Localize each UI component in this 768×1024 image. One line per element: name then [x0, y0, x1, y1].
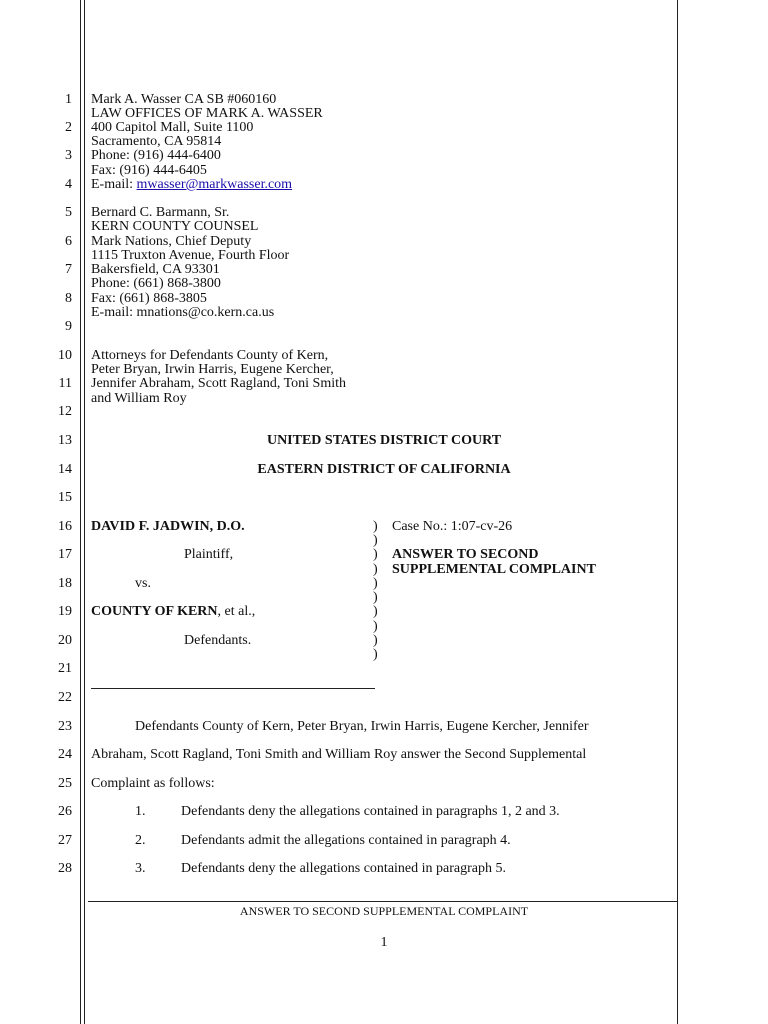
defendant-suffix: , et al., [217, 604, 256, 619]
caption-paren: ) [373, 647, 378, 662]
attorneys-for-line: Peter Bryan, Irwin Harris, Eugene Kercher, [91, 362, 334, 377]
caption-paren: ) [373, 533, 378, 548]
page-number: 1 [380, 935, 388, 950]
line-number: 3 [65, 148, 72, 163]
line-number: 6 [65, 234, 72, 249]
line-number: 20 [58, 633, 72, 648]
line-number: 14 [58, 462, 72, 477]
line-number: 8 [65, 291, 72, 306]
answer-item-text: Defendants deny the allegations contained in paragraphs 1, 2 and 3. [181, 804, 560, 819]
versus: vs. [135, 576, 151, 591]
attorneys-for-line: Jennifer Abraham, Scott Ragland, Toni Smith [91, 376, 347, 391]
firm-fax: Fax: (916) 444-6405 [91, 163, 207, 178]
court-name: UNITED STATES DISTRICT COURT [266, 433, 502, 448]
defendant-name: COUNTY OF KERN [91, 604, 218, 619]
caption-underline [91, 688, 375, 689]
left-margin-rule-outer [80, 0, 81, 1024]
line-number: 18 [58, 576, 72, 591]
right-margin-rule [677, 0, 678, 1024]
case-number: Case No.: 1:07-cv-26 [392, 519, 513, 534]
line-number: 10 [58, 348, 72, 363]
line-number: 17 [58, 547, 72, 562]
caption-paren: ) [373, 619, 378, 634]
firm-email-line [91, 178, 292, 192]
county-phone: Phone: (661) 868-3800 [91, 276, 221, 291]
document-title-line2: SUPPLEMENTAL COMPLAINT [392, 562, 596, 577]
line-number: 13 [58, 433, 72, 448]
answer-item-text: Defendants admit the allegations contained in paragraph 4. [181, 833, 511, 848]
attorney-name: Mark A. Wasser CA SB #060160 [91, 92, 277, 107]
line-number: 4 [65, 177, 72, 192]
chief-deputy: Mark Nations, Chief Deputy [91, 234, 252, 249]
answer-item-text: Defendants deny the allegations contained in paragraph 5. [181, 861, 506, 876]
defendant-line [91, 605, 255, 619]
intro-line: Abraham, Scott Ragland, Toni Smith and William Roy answer the Second Supplemental [91, 747, 587, 762]
plaintiff-label: Plaintiff, [184, 547, 234, 562]
firm-city: Sacramento, CA 95814 [91, 134, 222, 149]
left-margin-rule-inner [84, 0, 85, 1024]
county-email: E-mail: mnations@co.kern.ca.us [91, 305, 275, 320]
county-counsel-name: Bernard C. Barmann, Sr. [91, 205, 230, 220]
intro-line: Complaint as follows: [91, 776, 215, 791]
line-number: 11 [58, 376, 72, 391]
line-number: 19 [58, 604, 72, 619]
line-number: 21 [58, 661, 72, 676]
firm-name: LAW OFFICES OF MARK A. WASSER [91, 106, 323, 121]
footer-rule [88, 901, 678, 902]
attorneys-for-line: Attorneys for Defendants County of Kern, [91, 348, 329, 363]
line-number: 24 [58, 747, 72, 762]
line-number: 28 [58, 861, 72, 876]
caption-paren: ) [373, 590, 378, 605]
line-number: 1 [65, 92, 72, 107]
line-number: 12 [58, 404, 72, 419]
line-number: 2 [65, 120, 72, 135]
line-number: 25 [58, 776, 72, 791]
line-number: 9 [65, 319, 72, 334]
county-fax: Fax: (661) 868-3805 [91, 291, 207, 306]
county-counsel-office: KERN COUNTY COUNSEL [91, 219, 259, 234]
answer-item-number: 1. [135, 804, 146, 819]
intro-line: Defendants County of Kern, Peter Bryan, Irwin Harris, Eugene Kercher, Jennifer [135, 719, 589, 734]
footer-title: ANSWER TO SECOND SUPPLEMENTAL COMPLAINT [239, 904, 529, 918]
line-number: 7 [65, 262, 72, 277]
line-number: 15 [58, 490, 72, 505]
document-title-line1: ANSWER TO SECOND [392, 547, 539, 562]
answer-item-number: 3. [135, 861, 146, 876]
caption-paren: ) [373, 562, 378, 577]
firm-phone: Phone: (916) 444-6400 [91, 148, 221, 163]
caption-paren: ) [373, 519, 378, 534]
email-label: E-mail: [91, 177, 137, 192]
court-district: EASTERN DISTRICT OF CALIFORNIA [257, 462, 511, 477]
email-link[interactable]: mwasser@markwasser.com [136, 177, 293, 192]
answer-item-number: 2. [135, 833, 146, 848]
county-street: 1115 Truxton Avenue, Fourth Floor [91, 248, 290, 263]
line-number: 27 [58, 833, 72, 848]
line-number: 22 [58, 690, 72, 705]
line-number: 16 [58, 519, 72, 534]
defendant-label: Defendants. [184, 633, 252, 648]
plaintiff-name: DAVID F. JADWIN, D.O. [91, 519, 245, 534]
line-number: 23 [58, 719, 72, 734]
county-city: Bakersfield, CA 93301 [91, 262, 220, 277]
attorneys-for-line: and William Roy [91, 391, 187, 406]
firm-street: 400 Capitol Mall, Suite 1100 [91, 120, 254, 135]
line-number: 5 [65, 205, 72, 220]
caption-paren: ) [373, 604, 378, 619]
caption-paren: ) [373, 633, 378, 648]
line-number: 26 [58, 804, 72, 819]
caption-paren: ) [373, 547, 378, 562]
caption-paren: ) [373, 576, 378, 591]
